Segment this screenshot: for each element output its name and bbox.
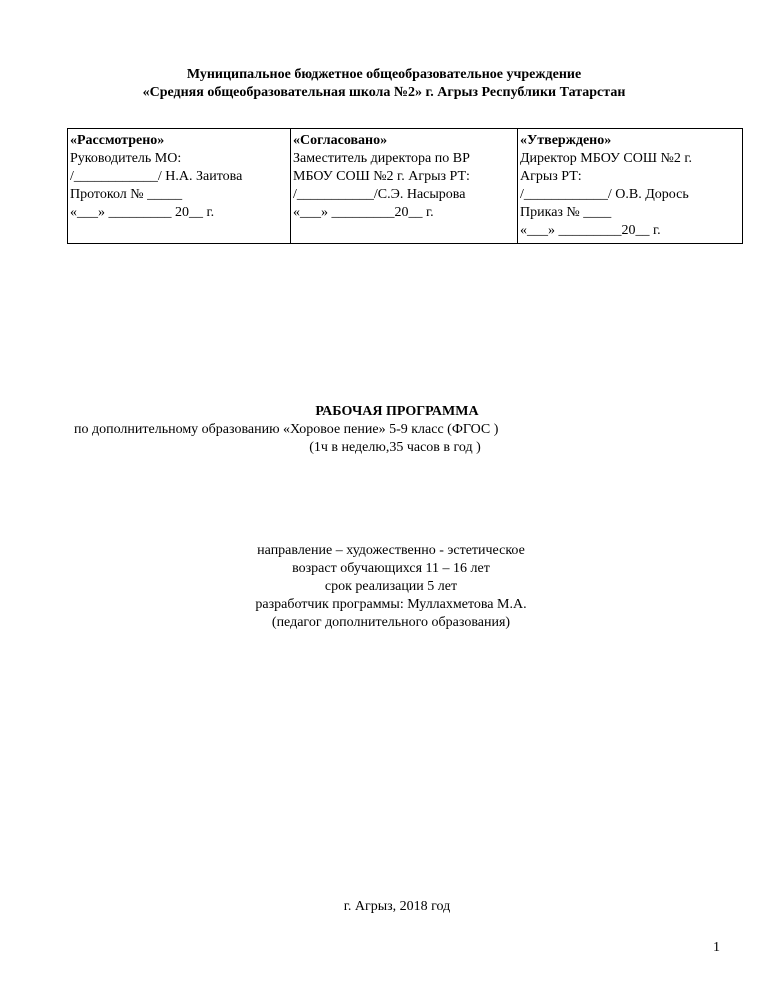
- approval-approved-title: «Утверждено»: [520, 133, 612, 148]
- approval-row: [68, 129, 743, 244]
- approval-agreed-signature: /___________/С.Э. Насырова: [293, 187, 466, 202]
- program-subtitle: по дополнительному образованию «Хоровое пение» 5-9 класс (ФГОС ): [74, 422, 499, 437]
- approval-considered-title: «Рассмотрено»: [70, 133, 165, 148]
- approval-considered-date: «___» _________ 20__ г.: [70, 205, 215, 220]
- program-direction: направление – художественно - эстетическое: [257, 543, 525, 558]
- program-details: [0, 542, 768, 632]
- approval-agreed-cell: [291, 129, 518, 244]
- program-title: РАБОЧАЯ ПРОГРАММА: [315, 404, 479, 419]
- approval-considered-role: Руководитель МО:: [70, 151, 182, 166]
- institution-name: «Средняя общеобразовательная школа №2» г. Агрыз Республики Татарстан: [142, 85, 626, 100]
- approval-agreed-title: «Согласовано»: [293, 133, 388, 148]
- approval-approved-cell: [518, 129, 743, 244]
- developer-position: (педагог дополнительного образования): [271, 615, 511, 630]
- page-number: 1: [713, 940, 720, 955]
- program-developer: разработчик программы: Муллахметова М.А.: [255, 597, 527, 612]
- approval-considered-cell: [68, 129, 291, 244]
- program-hours: (1ч в неделю,35 часов в год ): [309, 440, 481, 455]
- approval-approved-location: Агрыз РТ:: [520, 169, 582, 184]
- institution-type: Муниципальное бюджетное общеобразовательное учреждение: [186, 67, 582, 82]
- implementation-term: срок реализации 5 лет: [324, 579, 458, 594]
- approval-approved-role: Директор МБОУ СОШ №2 г.: [520, 151, 693, 166]
- approval-approved-signature: /____________/ О.В. Дорось: [520, 187, 689, 202]
- document-header: [0, 66, 768, 102]
- approval-considered-protocol: Протокол № _____: [70, 187, 183, 202]
- approval-approved-date: «___» _________20__ г.: [520, 223, 661, 238]
- program-block: [0, 403, 768, 457]
- approval-table: [67, 128, 743, 244]
- approval-considered-signature: /____________/ Н.А. Заитова: [70, 169, 243, 184]
- student-age: возраст обучающихся 11 – 16 лет: [292, 561, 490, 576]
- approval-approved-order: Приказ № ____: [520, 205, 612, 220]
- city-year: г. Агрыз, 2018 год: [343, 899, 451, 914]
- approval-agreed-date: «___» _________20__ г.: [293, 205, 434, 220]
- approval-agreed-role: Заместитель директора по ВР: [293, 151, 470, 166]
- approval-agreed-school: МБОУ СОШ №2 г. Агрыз РТ:: [293, 169, 470, 184]
